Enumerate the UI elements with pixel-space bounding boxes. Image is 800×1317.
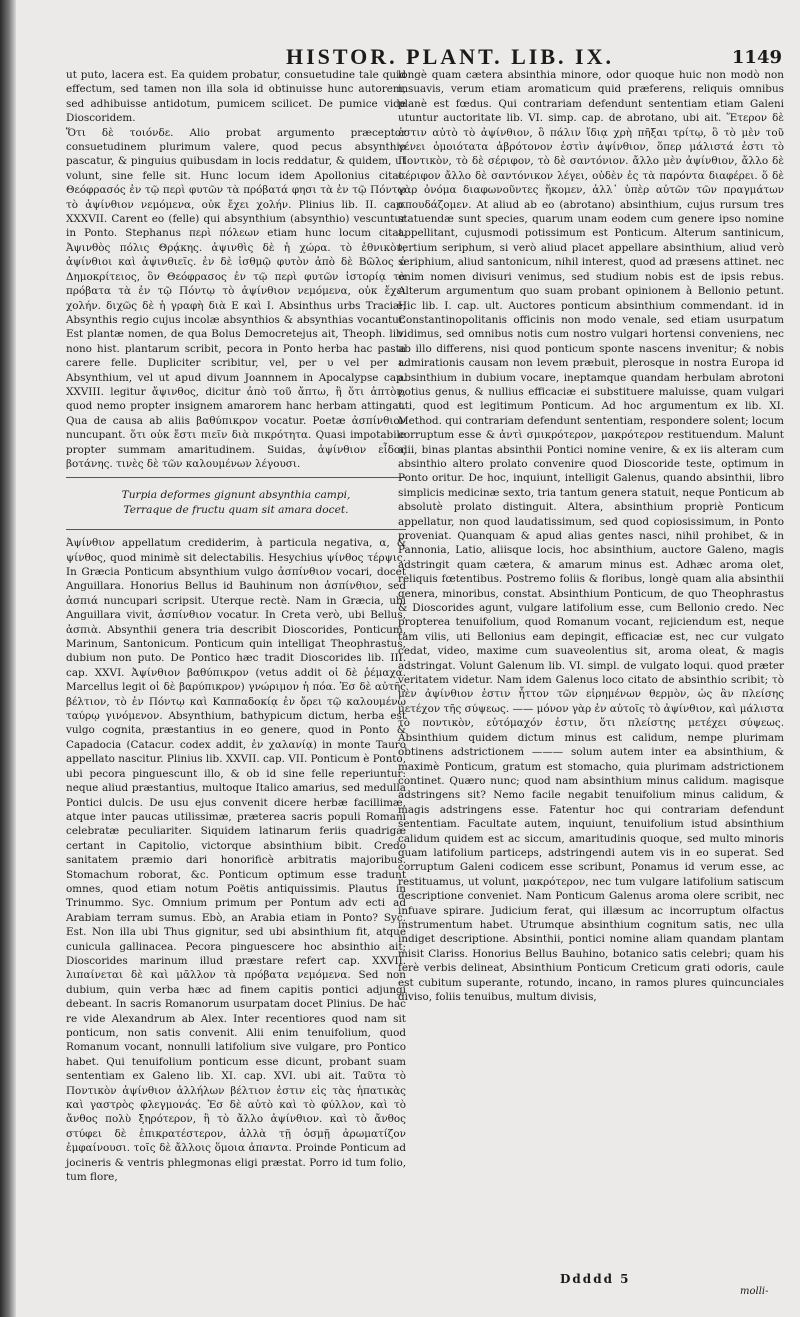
right-column [398,68,784,1004]
book-spine-shadow [0,0,16,1317]
signature-mark: Ddddd 5 [560,1272,631,1286]
verse-line: Turpia deformes gignunt absynthia campi, [121,489,351,502]
left-paragraph: ut puto, lacera est. Ea quidem probatur, consuetudine tale quid effectum, sed tamen non illa sola id obtinuisse hunc autorem, sed adhibuisse antidotum, pumicem scilicet. De pumice vide Dioscoridem. [66,69,406,125]
divider [66,477,406,478]
running-title: HISTOR. PLANT. LIB. IX. [286,44,614,69]
right-paragraph: longè quam cætera absinthia minore, odor quoque huic non modò non insuavis, verum etiam aromaticum quid præferens, reliquis omnibus planè est fœdus. Qui contrariam defendunt sententiam etiam Galeni utuntur auctoritate lib. VI. simp. cap. de abrotano, ubi ait. Ἕτερον δὲ ἐστιν αὐτὸ τὸ ἀψίνθιον, ὃ πάλιν ἴδιᾳ χρὴ πῆξαι τρίτῳ, ὃ τὸ μὲν τοῦ γένει ὁμοιότατα ἀβρότονον ἐστὶν ἀψίνθιον, ὅπερ μάλιστά ἐστι τὸ Ποντικὸν, τὸ δὲ σέριφον, τὸ δὲ σαντόνιον. ἄλλο μὲν ἀψίνθιον, ἄλλο δὲ σέριφον ἄλλο δὲ σαντόνικον λέγει, οὐδὲν ἐς τὰ παρόντα διαφέρει. ὅ δὲ γὰρ ὀνόμα διαφωνοῦντες ἥκομεν, ἀλλ᾽ ὑπὲρ αὐτῶν τῶν πραγμάτων σπουδάζομεν. At aliud ab eo (abrotano) absinthium, cujus rursum tres statuendæ sunt species, quarum unam eodem cum genere ipso nomine appellitant, cujusmodi potissimum est Ponticum. Alterum santinicum, tertium seriphum, si verò aliud placet appellare absinthium, aliud verò seriphium, aliud santonicum, nihil interest, quod ad præsens attinet. nec enim nomen divisuri venimus, sed studium nobis est de ipsis rebus. Alterum argumentum quo suam probant opinionem à Bellonio petunt. Hic lib. I. cap. ult. Auctores ponticum absinthium commendant. id in Constantinopolitanis officinis non modo venale, sed etiam usurpatum vidimus, sed omnibus notis cum nostro vulgari hortensi conveniens, nec ab illo differens, nisi quod ponticum sponte nascens invenitur; & nobis admirationis causam non levem præbuit, plerosque in nostra Europa id absinthium in dubium vocare, ineptamque quandam herbulam abrotoni potius genus, & nullius efficaciæ ei substituere maluisse, quam vulgari uti, quod est legitimum Ponticum. Ad hoc argumentum ex lib. XI. Method. qui contrariam defendunt sententiam, respondere solent; locum corruptum esse & ἀντὶ σμικρότερον, μακρότερον restituendum. Malunt alii, binas plantas absinthii Pontici nomine venire, & ex iis alteram cum absinthio altero prolato convenire quod Dioscoride teste, optimum in Ponto oritur. De hoc, inquiunt, intelligit Galenus, quando absinthii, libro simplicis medicinæ sexto, tria tantum genera statuit, neque Ponticum ab absolutè prolato distinguit. Altera, absinthium propriè Ponticum appellatur, non quod laudatissimum, sed quod copiosissimum, in Ponto proveniat. Quanquam & apud alias gentes nasci, nihil prohibet, & in Pannonia, Latio, aliisque locis, hoc absinthium, auctore Galeno, magis adstringit quam cætera, & amarum minus est. Adhæc aroma olet, reliquis fœtentibus. Postremo foliis & floribus, longè quam alia absinthii genera, minoribus, constat. Absinthium Ponticum, de quo Theophrastus & Dioscorides agunt, vulgare latifolium esse, cum Bellonio credo. Nec propterea tenuifolium, quod Romanum vocant, rejiciendum est, neque tam vilis, uti Bellonius eam depingit, efficaciæ est, nec cur vulgato cedat, video, maxime cum suaveolentius sit, aroma oleat, & magis adstringat. Volunt Galenum lib. VI. simpl. de vulgato loqui. quod præter veritatem videtur. Nam idem Galenus loco citato de absinthio scribit; τὸ μὲν ἀψίνθιον ἐστιν ἧττον τῶν εἰρημένων θερμὸν, ὡς ἂν πλείσης μετέχον τῆς σύψεως. —— μόνον γὰρ ἐν αὐτοῖς τὸ ἀψίνθιον, καὶ μάλιστα τὸ ποντικὸν, εὐτόμαχόν ἐστιν, ὅτι πλείστης μετέχει σύψεως. Absinthium quidem dictum minus est calidum, nempe plurimam obtinens adstrictionem ——— solum autem inter ea absinthium, & maximè Ponticum, gratum est stomacho, quia plurimam adstrictionem continet. Quæro nunc; quod nam absinthium minus calidum. magisque adstringens sit? Nemo facile negabit tenuifolium minus calidum, & magis adstringens esse. Fatentur hoc qui contrariam defendunt sententiam. Facultate autem, inquiunt, tenuifolium istud absinthium calidum quidem est ac siccum, amaritudinis quoque, sed multo minoris quam latifolium particeps, adstringendi autem vis in eo superat. Sed corruptum Galeni codicem esse scribunt, Ponamus id verum esse, ac restituamus, ut volunt, μακρότερον, nec tum vulgare latifolium satiscum descriptione conveniet. Nam Ponticum Galenus aroma olere scribit, nec infuave spirare. Judicium ferat, qui illæsum ac incorruptum olfactus instrumentum habet. Utrumque absinthium cognitum satis, nec ulla indiget descriptione. Absinthii, pontici nomine aliam quandam plantam misit Clariss. Honorius Bellus Bauhino, botanico satis celebri; quam his ferè verbis delineat, Absinthium Ponticum Creticum grati odoris, caule est cubitum superante, rotundo, incano, in ramos plures quincunciales diviso, foliis tenuibus, multum divisis, [398,69,784,1003]
page-number: 1149 [731,47,782,68]
verse-line: Terraque de fructu quam sit amara docet. [123,503,349,516]
catchword: molli- [740,1286,769,1297]
left-paragraph: Ὅτι δὲ τοιόνδε. Alio probat argumento præceptor consuetudinem plurimum valere, quod pecus absynthio pascatur, & pinguius quibusdam in locis reddatur, & quidem, ut volunt, sine felle sit. Hunc locum idem Apollonius citat. Θεόφρασός ἐν τῷ περὶ φυτῶν τὰ πρόβατά φησι τὰ ἐν τῷ Πόντῳ τὸ ἀψίνθιον νεμόμενα, οὐκ ἔχει χολήν. Plinius lib. II. cap. XXXVII. Carent eo (felle) qui absynthium (absynthio) vescuntur in Ponto. Stephanus περὶ πόλεων etiam hunc locum citat. Ἀψινθὸς πόλις Θρᾴκης. ἀψινθὶς δὲ ἡ χώρα. τὸ ἐθνικὸν, ἀψίνθιοι καὶ ἀψινθιεῖς. ἐν δὲ ἰσθμῷ φυτὸν ἀπὸ δὲ Βῶλος ὁ Δημοκρίτειος, ὃν Θεόφρασος ἐν τῷ περὶ φυτῶν ἱστορίᾳ τὰ πρόβατα τὰ ἐν τῷ Πόντῳ τὸ ἀψίνθιον νεμόμενα, οὐκ ἔχει χολήν. διχῶς δὲ ἡ γραφὴ διὰ Ε καὶ Ι. Absinthus urbs Traciæ, Absynthis regio cujus incolæ absynthios & absynthias vocantur. Est plantæ nomen, de qua Bolus Democretejus ait, Theoph. lib. nono hist. plantarum scribit, pecora in Ponto herba hac pasta carere felle. Dupliciter scribitur, vel, per υ vel per ι. Absynthium, vel ut apud divum Joannnem in Apocalypse cap. XXVIII. legitur ἄψινθος, dicitur ἀπὸ τοῦ ἄπτω, ἢ ὅτι ἀπτὸν, quod nemo propter insignem amarorem hanc herbam attingat. Qua de causa ab aliis βαθύπικρον vocatur. Poetæ ἀσπίνθιον nuncupant. ὅτι οὐκ ἔστι πιεῖν διὰ πικρότητα. Quasi impotabile propter summam amaritudinem. Suidas, ἀψίνθιον εἶδος βοτάνης. τινὲς δὲ τῶν καλουμένων λέγουσι. [66,126,406,470]
verse [66,488,406,517]
left-paragraph: Ἀψίνθιον appellatum crediderim, à particula negativa, α, & ψίνθος, quod minimè sit delectabilis. Hesychius ψίνθος τέρψις. In Græcia Ponticum absynthium vulgo ἀσπίνθιον vocari, docet Anguillara. Honorius Bellus id Bauhinum non ἀσπίνθιον, sed ἀσπιά nuncupari scripsit. Uterque rectè. Nam in Græcia, ubi Anguillara vivit, ἀσπίνθιον vocatur. In Creta verò, ubi Bellus, ἀσπιὰ. Absynthii genera tria describit Dioscorides, Ponticum, Marinum, Santonicum. Ponticum quin intelligat Theophrastus, dubium non puto. De Pontico hæc tradit Dioscorides lib. III. cap. XXVI. Ἀψίνθιον βαθύπικρον (vetus addit οἱ δὲ ῥέμαχα. Marcellus legit οἱ δὲ βαρύπικρον) γνώριμον ἡ πόα. Ἐσ δὲ αὐτῆς βέλτιον, τὸ ἐν Πόντῳ καὶ Καππαδοκίᾳ ἐν ὄρει τῷ καλουμένῳ ταύρῳ γινόμενον. Absynthium, bathypicum dictum, herba est vulgo cognita, præstantius in eo genere, quod in Ponto & Capadocia (Catacur. codex addit, ἐν χαλανίᾳ) in monte Tauro appellato nascitur. Plinius lib. XXVII. cap. VII. Ponticum è Ponto, ubi pecora pinguescunt illo, & ob id sine felle reperiuntur: neque aliud præstantius, multoque Italico amarius, sed medulla Pontici dulcis. De usu ejus convenit dicere herbæ facillimæ, atque inter paucas utilissimæ, præterea sacris populi Romani celebratæ peculiariter. Siquidem latinarum feriis quadrigæ certant in Capitolio, victorque absinthium bibit. Credo sanitatem præmio dari honorificè arbitratis majoribus. Stomachum roborat, &c. Ponticum optimum esse tradunt omnes, quod etiam notum Poëtis antiquissimis. Plautus in Trinummo. Syc. Omnium primum per Pontum adv ecti ad Arabiam terram sumus. Ebò, an Arabia etiam in Ponto? Syc. Est. Non illa ubi Thus gignitur, sed ubi absinthium fit, atque cunicula gallinacea. Pecora pinguescere hoc absinthio ait; Dioscorides marinum illud præstare refert cap. XXVII. λιπαίνεται δὲ καὶ μᾶλλον τὰ πρόβατα νεμόμενα. Sed non dubium, quin verba hæc ad finem capitis pontici adjungi debeant. In sacris Romanorum usurpatam docet Plinius. De hac re vide Alexandrum ab Alex. Inter recentiores quod nam sit ponticum, non satis convenit. Alii enim tenuifolium, quod Romanum vocant, nonnulli latifolium sive vulgare, pro Pontico habet. Qui tenuifolium ponticum esse dicunt, probant suam sententiam ex Galeno lib. XI. cap. XVI. ubi ait. Ταῦτα τὸ Ποντικὸν ἀψίνθιον ἀλλήλων βέλτιον ἐστιν εἰς τὰς ἡπατικὰς καὶ γαστρὸς φλεγμονάς. Ἐσ δὲ αὐτὸ καὶ τὸ φύλλον, καὶ τὸ ἄνθος πολὺ ξηρότερον, ἢ τὸ ἄλλο ἀψίνθιον. καὶ τὸ ἄνθος στύφει δὲ ἐπικρατέστερον, ἀλλὰ τῇ ὀσμῇ ἀρωματίζον ἐμφαίνουσι. τοῖς δὲ ἄλλοις ὅμοια ἀπαντα. Proinde Ponticum ad jocineris & ventris phlegmonas eligi præstat. Porro id tum folio, tum flore, [66,537,406,1184]
left-column [66,68,406,1184]
divider [66,529,406,530]
